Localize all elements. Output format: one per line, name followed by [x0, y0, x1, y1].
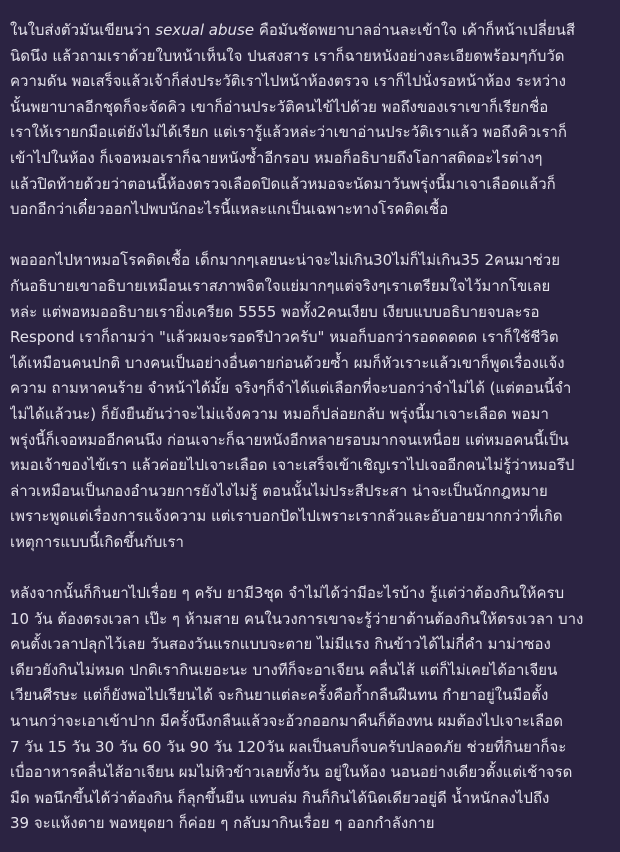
text-line: หล่ะ แต่พอหมออธิบายเรายิ่งเครียด 5555 พอทั้ง2คนเงียบ เงียบแบบอธิบายจบละรอ	[10, 302, 540, 321]
text-line: หมอเจ้าของไข้เรา แล้วค่อยไปเจาะเลือด เจาะเสร็จเข้าเชิญเราไปเจออีกคนไม่รู้ว่าหมอรึป	[10, 456, 575, 475]
text-line: บอกอีกว่าเดี๋ยวออกไปพบนักอะไรนี้แหละแกเป็นเฉพาะทางโรคติดเชื้อ	[10, 200, 449, 219]
text-segment: ในใบส่งตัวมันเขียนว่า	[10, 21, 156, 39]
text-line: เราให้เรายกมือแต่ยังไม่ได้เรียก แต่เรารู้แล้วหล่ะว่าเขาอ่านประวัติเราแล้ว พอถึงคิวเราก็	[10, 123, 567, 142]
text-segment: คือมันชัดพยาบาลอ่านละเข้าใจ เค้าก็หน้าเปลี่ยนสี	[254, 21, 576, 39]
text-line: 10 วัน ต้องตรงเวลา เป๊ะ ๆ ห้ามสาย คนในวงการเขาจะรู้ว่ายาต้านต้องกินให้ตรงเวลา บาง	[10, 609, 584, 628]
text-line: 7 วัน 15 วัน 30 วัน 60 วัน 90 วัน 120วัน ผลเป็นลบก็จบครับปลอดภัย ช่วยที่กินยาก็จะ	[10, 737, 567, 756]
text-line: กันอธิบายเขาอธิบายเหมือนเราสภาพจิตใจแย่มากๆแต่จริงๆเราเตรียมใจไว้มากโขเลย	[10, 276, 551, 295]
text-line: ล่าวเหมือนเป็นกองอำนวยการยังไงไม่รู้ ตอนนั้นไม่ประสีประสา น่าจะเป็นนักกฎหมาย	[10, 481, 548, 500]
paragraph-spacer	[10, 555, 610, 581]
text-line: เบื่ออาหารคลื่นไส้อาเจียน ผมไม่หิวข้าวเลยทั้งวัน อยู่ในห้อง นอนอย่างเดียวตั้งแต่เช้าจรด	[10, 763, 573, 782]
paragraph-medication	[10, 581, 610, 837]
text-line: พอออกไปหาหมอโรคติดเชื้อ เด็กมากๆเลยนะน่าจะไม่เกิน30ไม่ก็ไม่เกิน35 2คนมาช่วย	[10, 251, 560, 270]
italic-phrase: sexual abuse	[155, 21, 255, 39]
text-line: ความ ถามหาคนร้าย จำหน้าได้มั้ย จริงๆก็จำได้แต่เลือกที่จะบอกว่าจำไม่ได้ (แต่ตอนนี้จำ	[10, 379, 572, 398]
text-line: เวียนศีรษะ แต่ก็ยังพอไปเรียนได้ จะกินยาแต่ละครั้งคือก้ำกลืนฝืนทน กำยาอยู่ในมือตั้ง	[10, 686, 549, 705]
paragraph-referral	[10, 18, 610, 223]
text-line: Respond เราก็ถามว่า "แล้วผมจะรอดรึป่าวครับ" หมอก็บอกว่ารอดดดดด เราก็ใช้ชีวิต	[10, 328, 559, 347]
text-line: ไม่ได้แล้วนะ) ก็ยังยืนยันว่าจะไม่แจ้งความ หมอก็ปล่อยกลับ พรุ่งนี้มาเจาะเลือด พอมา	[10, 404, 549, 423]
text-line: นานกว่าจะเอาเข้าปาก มีครั้งนึงกลืนแล้วจะอ้วกออกมาคืนก็ต้องทน ผมต้องไปเจาะเลือด	[10, 712, 563, 731]
text-line: นิดนึง แล้วถามเราด้วยใบหน้าเห็นใจ ปนสงสาร เราก็ฉายหนังอย่างละเอียดพร้อมๆกับวัด	[10, 46, 565, 65]
text-line: นั้นพยาบาลอีกชุดก็จะจัดคิว เขาก็อ่านประวัติคนไข้ไปด้วย พอถึงของเราเขาก็เรียกชื่อ	[10, 97, 549, 116]
text-line: แล้วปิดท้ายด้วยว่าตอนนี้ห้องตรวจเลือดปิดแล้วหมอจะนัดมาวันพรุ่งนี้มาเจาเลือดแล้วก็	[10, 174, 556, 193]
text-line: ได้เหมือนคนปกติ บางคนเป็นอย่างอื่นตายก่อนด้วยซ้ำ ผมก็หัวเราะแล้วเขาก็พูดเรื่องแจ้ง	[10, 353, 565, 372]
text-line: หลังจากนั้นก็กินยาไปเรื่อย ๆ ครับ ยามี3ชุด จำไม่ได้ว่ามีอะไรบ้าง รู้แต่ว่าต้องกินให้ครบ	[10, 584, 565, 603]
paragraph-spacer	[10, 223, 610, 249]
text-line: พรุ่งนี้ก็เจอหมออีกคนนึง ก่อนเจาะก็ฉายหนังอีกหลายรอบมากจนเหนื่อย แต่หมอคนนี้เป็น	[10, 430, 569, 449]
paragraph-infectious-disease-doctor	[10, 248, 610, 555]
text-line	[10, 18, 610, 44]
text-line: เหตุการแบบนี้เกิดขึ้นกับเรา	[10, 532, 184, 551]
text-line: เพราะพูดแต่เรื่องการแจ้งความ แต่เราบอกปัดไปเพราะเรากลัวและอับอายมากกว่าที่เกิด	[10, 507, 563, 526]
text-line: คนตั้งเวลาปลุกไว้เลย วันสองวันแรกแบบจะตาย ไม่มีแรง กินข้าวได้ไม่กี่คำ มาม่าซอง	[10, 635, 551, 654]
text-line: ความดัน พอเสร็จแล้วเจ้าก็ส่งประวัติเราไปหน้าห้องตรวจ เราก็ไปนั่งรอหน้าห้อง ระหว่าง	[10, 72, 566, 91]
text-line: เข้าไปในห้อง ก็เจอหมอเราก็ฉายหนังซ้ำอีกรอบ หมอก็อธิบายถึงโอกาสติดอะไรต่างๆ	[10, 148, 543, 167]
text-line: 39 จะแห้งตาย พอหยุดยา ก็ค่อย ๆ กลับมากินเรื่อย ๆ ออกกำลังกาย	[10, 814, 435, 833]
text-line: เดียวยังกินไม่หมด ปกติเรากินเยอะนะ บางทีก็จะอาเจียน คลื่นไส้ แต่ก็ไม่เคยได้อาเจียน	[10, 660, 558, 679]
text-line: มืด พอนึกขึ้นได้ว่าต้องกิน ก็ลุกขึ้นยืน แทบล่ม กินก็กินได้นิดเดียวอยู่ดี น้ำหนักลงไปถึง	[10, 788, 550, 807]
